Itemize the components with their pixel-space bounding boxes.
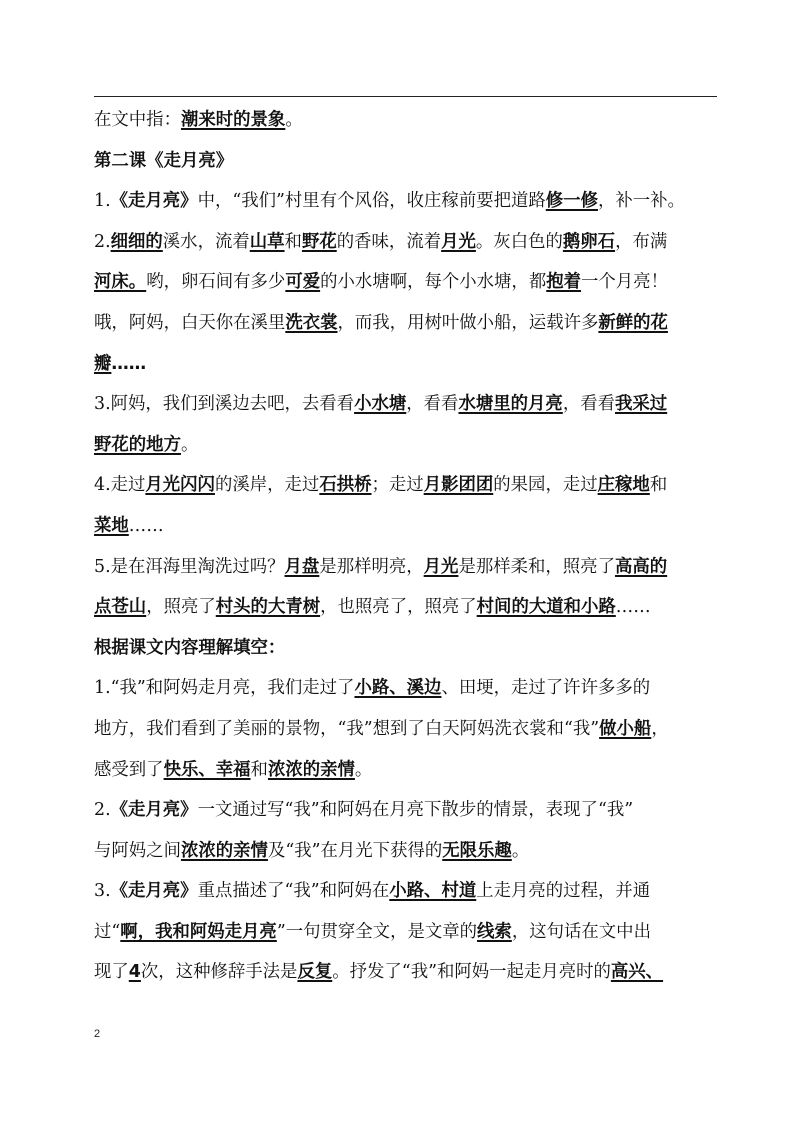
text-segment: 是那样明亮，	[319, 556, 424, 577]
text-line	[94, 181, 720, 222]
text-segment: 。抒发了“我”和阿妈一起走月亮时的	[332, 962, 611, 983]
answer-text: 小路、村道	[389, 881, 477, 902]
text-segment: ，也照亮了，照亮了	[320, 597, 477, 618]
text-segment: 次，这种修辞手法是	[140, 962, 298, 983]
answer-text: 村头的大青树	[215, 597, 321, 618]
answer-text: 高高的	[614, 556, 668, 577]
header-rule	[94, 96, 717, 97]
text-segment: 现了	[94, 962, 129, 983]
answer-text: 月影团团	[423, 475, 494, 496]
text-segment: 与阿妈之间	[94, 840, 181, 861]
answer-text: 反复	[297, 962, 333, 983]
text-segment: 。灰白色的	[475, 231, 563, 252]
text-segment: 地方，我们看到了美丽的景物，“我”想到了白天阿妈洗衣裳和“我”	[94, 718, 600, 739]
text-line	[94, 952, 720, 993]
answer-text: 修一修	[545, 191, 598, 212]
answer-text: 村间的大道和小路	[476, 597, 616, 618]
answer-text: 石拱桥	[319, 475, 372, 496]
answer-text: 洗衣裳	[285, 312, 338, 333]
answer-text: 快乐、幸福	[163, 759, 251, 780]
answer-text: 细细的	[110, 231, 163, 252]
text-segment: 2.	[94, 231, 111, 252]
text-segment: 的溪岸，走过	[214, 475, 320, 496]
text-line	[94, 262, 720, 303]
document-body	[94, 100, 720, 993]
text-segment: 哟，卵石间有多少	[146, 272, 286, 293]
answer-text: 4	[128, 962, 141, 983]
text-segment: ，	[651, 718, 669, 739]
answer-text: 瓣	[94, 353, 112, 374]
answer-text: 浓浓的亲情	[180, 840, 268, 861]
text-segment: ，而我，用树叶做小船，运载许多	[337, 312, 599, 333]
text-line	[94, 831, 720, 872]
text-line	[94, 384, 720, 425]
text-segment: ”一句贯穿全文，是文章的	[276, 921, 478, 942]
text-segment: 一文通过写“我”和阿妈在月亮下散步的情景，表现了“我”	[197, 800, 634, 821]
text-segment: 2.	[94, 800, 111, 821]
bold-text: ……	[111, 353, 147, 374]
answer-text: 月盘	[284, 556, 320, 577]
text-line	[94, 709, 720, 750]
answer-text: 庄稼地	[597, 475, 650, 496]
text-segment: 和	[649, 475, 668, 496]
bold-text: 《走月亮》	[110, 800, 198, 821]
text-segment: ，这句话在文中出	[511, 921, 651, 942]
answer-text: 线索	[477, 921, 512, 942]
text-line	[94, 547, 720, 588]
text-line	[94, 100, 720, 141]
answer-text: 抱着	[546, 272, 582, 293]
text-line	[94, 465, 720, 506]
text-segment: 上走月亮的过程，并通	[476, 881, 651, 902]
text-line	[94, 303, 720, 344]
text-segment: ，看看	[406, 394, 459, 415]
answer-text: 可爱	[285, 272, 321, 293]
text-segment: 一个月亮！	[581, 272, 668, 293]
answer-text: 我采过	[615, 394, 668, 415]
answer-text: 点苍山	[94, 597, 147, 618]
text-line	[94, 344, 720, 385]
text-segment: ……	[128, 515, 164, 536]
answer-text: 小水塘	[354, 394, 407, 415]
text-segment: 。	[511, 840, 530, 861]
page-number: 2	[94, 1028, 101, 1040]
text-segment: ，布满	[615, 231, 668, 252]
answer-text: 山草	[249, 231, 285, 252]
text-segment: 4.走过	[94, 475, 146, 496]
text-line	[94, 912, 720, 953]
answer-text: 新鲜的花	[598, 312, 668, 333]
text-segment: 根据课文内容理解填空：	[94, 637, 286, 658]
text-line	[94, 222, 720, 263]
text-segment: 的香味，流着	[336, 231, 442, 252]
answer-text: 潮来时的景象	[180, 110, 286, 130]
text-line	[94, 871, 720, 912]
text-line	[94, 750, 720, 791]
text-line	[94, 668, 720, 709]
text-segment: ，看看	[562, 394, 615, 415]
answer-text: 鹅卵石	[562, 231, 616, 252]
text-segment: 在文中指：	[94, 110, 181, 130]
text-segment: ；走过	[371, 475, 424, 496]
text-line	[94, 506, 720, 547]
answer-text: 野花的地方	[94, 434, 181, 455]
answer-text: 做小船	[599, 718, 652, 739]
text-segment: 第二课《走月亮》	[94, 150, 234, 171]
text-segment: 3.阿妈，我们到溪边去吧，去看看	[94, 394, 355, 415]
text-segment: 的小水塘啊，每个小水塘，都	[320, 272, 547, 293]
answer-text: 菜地	[94, 515, 129, 536]
answer-text: 水塘里的月亮	[458, 394, 563, 415]
text-segment: 过“	[94, 921, 121, 942]
answer-text: 月光	[441, 231, 476, 252]
text-line	[94, 587, 720, 628]
answer-text: 野花	[301, 231, 337, 252]
text-segment: ……	[615, 597, 651, 618]
answer-text: 月光闪闪	[145, 475, 215, 496]
text-segment: 及“我”在月光下获得的	[267, 840, 443, 861]
text-segment: 。	[180, 434, 199, 455]
text-segment: 中，“我们”村里有个风俗，收庄稼前要把道路	[197, 191, 546, 212]
bold-text: 《走月亮》	[110, 191, 198, 212]
bold-text: 《走月亮》	[110, 881, 198, 902]
answer-text: 啊，我和阿妈走月亮	[120, 921, 277, 942]
text-line	[94, 425, 720, 466]
answer-text: 高兴、	[610, 962, 664, 983]
text-segment: 哦，阿妈，白天你在溪里	[94, 312, 286, 333]
text-segment: 3.	[94, 881, 111, 902]
text-line	[94, 790, 720, 831]
text-segment: 的果园，走过	[493, 475, 598, 496]
text-segment: 5.是在洱海里淘洗过吗？	[94, 556, 285, 577]
text-segment: 重点描述了“我”和阿妈在	[197, 881, 390, 902]
section-heading	[94, 141, 720, 182]
section-heading	[94, 628, 720, 669]
answer-text: 浓浓的亲情	[267, 759, 355, 780]
text-segment: 1.“我”和阿妈走月亮，我们走过了	[94, 678, 355, 699]
text-segment: ，补一补。	[597, 191, 685, 212]
answer-text: 小路、溪边	[354, 678, 442, 699]
text-segment: 是那样柔和，照亮了	[458, 556, 615, 577]
answer-text: 河床。	[94, 272, 147, 293]
text-segment: 1.	[94, 191, 111, 212]
text-segment: 和	[284, 231, 302, 252]
text-segment: 。	[354, 759, 373, 780]
text-segment: 、田埂，走过了许许多多的	[441, 678, 651, 699]
text-segment: 和	[250, 759, 268, 780]
text-segment: 溪水，流着	[162, 231, 250, 252]
text-segment: ，照亮了	[146, 597, 216, 618]
text-segment: 。	[285, 110, 303, 130]
answer-text: 月光	[423, 556, 459, 577]
text-segment: 感受到了	[94, 759, 164, 780]
answer-text: 无限乐趣	[442, 840, 512, 861]
